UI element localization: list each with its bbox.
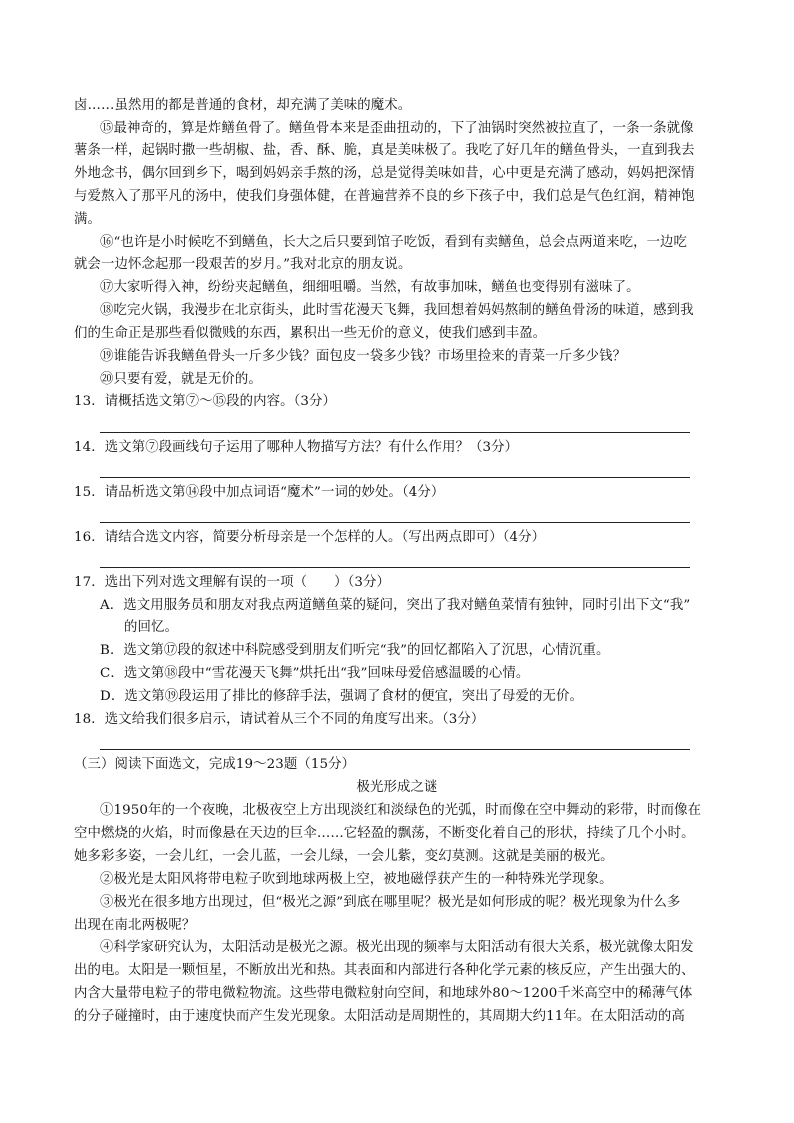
- paragraph-19: ⑲谁能告诉我鳝鱼骨头一斤多少钱？面包皮一袋多少钱？市场里捡来的青菜一斤多少钱？: [100, 349, 627, 364]
- article-p1-line-1: ①1950年的一个夜晚，北极夜空上方出现淡红和淡绿色的光弧，时而像在空中舞动的彩带，时而像在: [100, 803, 702, 818]
- paragraph-17: ⑰大家听得入神，纷纷夹起鳝鱼，细细咀嚼。当然，有故事加味，鳝鱼也变得别有滋味了。: [100, 280, 640, 295]
- option-b[interactable]: B．选文第⑰段的叙述中科院感受到朋友们听完“我”的回忆都陷入了沉思，心情沉重。: [100, 643, 610, 658]
- question-13: 13．请概括选文第⑦～⑮段的内容。（3分）: [74, 394, 336, 409]
- article-title: 极光形成之谜: [356, 780, 438, 795]
- paragraph-20: ⑳只要有爱，就是无价的。: [100, 372, 262, 387]
- answer-line-15[interactable]: [100, 522, 690, 523]
- question-18: 18．选文给我们很多启示，请试着从三个不同的角度写出来。（3分）: [74, 712, 485, 727]
- question-16: 16．请结合选文内容，简要分析母亲是一个怎样的人。（写出两点即可）（4分）: [74, 530, 546, 545]
- article-p4-line-2: 出的电。太阳是一颗恒星，不断放出光和热。其表面和内部进行各种化学元素的核反应，产生出强大的、: [74, 963, 695, 978]
- answer-line-13[interactable]: [100, 432, 690, 433]
- question-14: 14．选文第⑦段画线句子运用了哪种人物描写方法？有什么作用？（3分）: [74, 440, 519, 455]
- paragraph-15-line-3: 外地念书，偶尔回到乡下，喝到妈妈亲手熬的汤，总是觉得美味如昔，心中更是充满了感动，妈妈把深情: [74, 166, 695, 181]
- article-p4-line-3: 内含大量带电粒子的带电微粒物流。这些带电微粒射向空间，和地球外80～1200千米高空中的稀薄气体: [74, 986, 693, 1001]
- paragraph-15-line-5: 满。: [74, 212, 101, 227]
- answer-line-18[interactable]: [100, 749, 690, 750]
- paragraph-15-line-4: 与爱熬入了那平凡的汤中，使我们身强体健，在普遍营养不良的乡下孩子中，我们总是气色红润，精神饱: [74, 189, 695, 204]
- article-p1-line-3: 她多彩多姿，一会儿红，一会儿蓝，一会儿绿，一会儿紫，变幻莫测。这就是美丽的极光。: [74, 849, 614, 864]
- answer-line-16[interactable]: [100, 567, 690, 568]
- article-p1-line-2: 空中燃烧的火焰，时而像悬在天边的巨伞……它轻盈的飘荡，不断变化着自己的形状，持续了几个小时。: [74, 826, 695, 841]
- paragraph-15-line-1: ⑮最神奇的，算是炸鳝鱼骨了。鳝鱼骨本来是歪曲扭动的，下了油锅时突然被拉直了，一条一条就像: [100, 121, 694, 136]
- article-p3-line-1: ③极光在很多地方出现过，但“极光之源”到底在哪里呢？极光是如何形成的呢？极光现象为什么多: [100, 895, 681, 910]
- article-p4-line-4: 的分子碰撞时，由于速度快而产生发光现象。太阳活动是周期性的，其周期大约11年。在太阳活动的高: [74, 1009, 685, 1024]
- paragraph-16-line-1: ⑯“也许是小时候吃不到鳝鱼，长大之后只要到馆子吃饭，看到有卖鳝鱼，总会点两道来吃，一边吃: [100, 235, 688, 250]
- paragraph-18-line-1: ⑱吃完火锅，我漫步在北京街头，此时雪花漫天飞舞，我回想着妈妈熬制的鳝鱼骨汤的味道，感到我: [100, 303, 694, 318]
- option-c[interactable]: C．选文第⑱段中“雪花漫天飞舞”烘托出“我”回味母爱倍感温暖的心情。: [100, 666, 530, 681]
- option-a-line-2[interactable]: 的回忆。: [124, 620, 178, 635]
- paragraph-14-tail: 卤……虽然用的都是普通的食材，却充满了美味的魔术。: [74, 98, 412, 113]
- section-3-heading: （三）阅读下面选文，完成19～23题（15分）: [74, 757, 356, 772]
- question-15: 15．请品析选文第⑭段中加点词语“魔术”一词的妙处。（4分）: [74, 485, 445, 500]
- article-p2: ②极光是太阳风将带电粒子吹到地球两极上空，被地磁俘获产生的一种特殊光学现象。: [100, 872, 613, 887]
- question-17: 17．选出下列对选文理解有误的一项（ ）（3分）: [74, 575, 390, 590]
- paragraph-18-line-2: 们的生命正是那些看似微贱的东西，累积出一些无价的意义，使我们感到丰盈。: [74, 326, 547, 341]
- option-a-line-1[interactable]: A．选文用服务员和朋友对我点两道鳝鱼菜的疑问，突出了我对鳝鱼菜情有独钟，同时引出下文“我”: [100, 598, 691, 613]
- paragraph-16-line-2: 就会一边怀念起那一段艰苦的岁月。”我对北京的朋友说。: [74, 257, 412, 272]
- article-p4-line-1: ④科学家研究认为，太阳活动是极光之源。极光出现的频率与太阳活动有很大关系，极光就像太阳发: [100, 940, 694, 955]
- article-p3-line-2: 出现在南北两极呢？: [74, 918, 196, 933]
- answer-line-14[interactable]: [100, 477, 690, 478]
- paragraph-15-line-2: 薯条一样，起锅时撒一些胡椒、盐，香、酥、脆，真是美味极了。我吃了好几年的鳝鱼骨头，一直到我去: [74, 143, 695, 158]
- option-d[interactable]: D．选文第⑲段运用了排比的修辞手法，强调了食材的便宜，突出了母爱的无价。: [100, 689, 584, 704]
